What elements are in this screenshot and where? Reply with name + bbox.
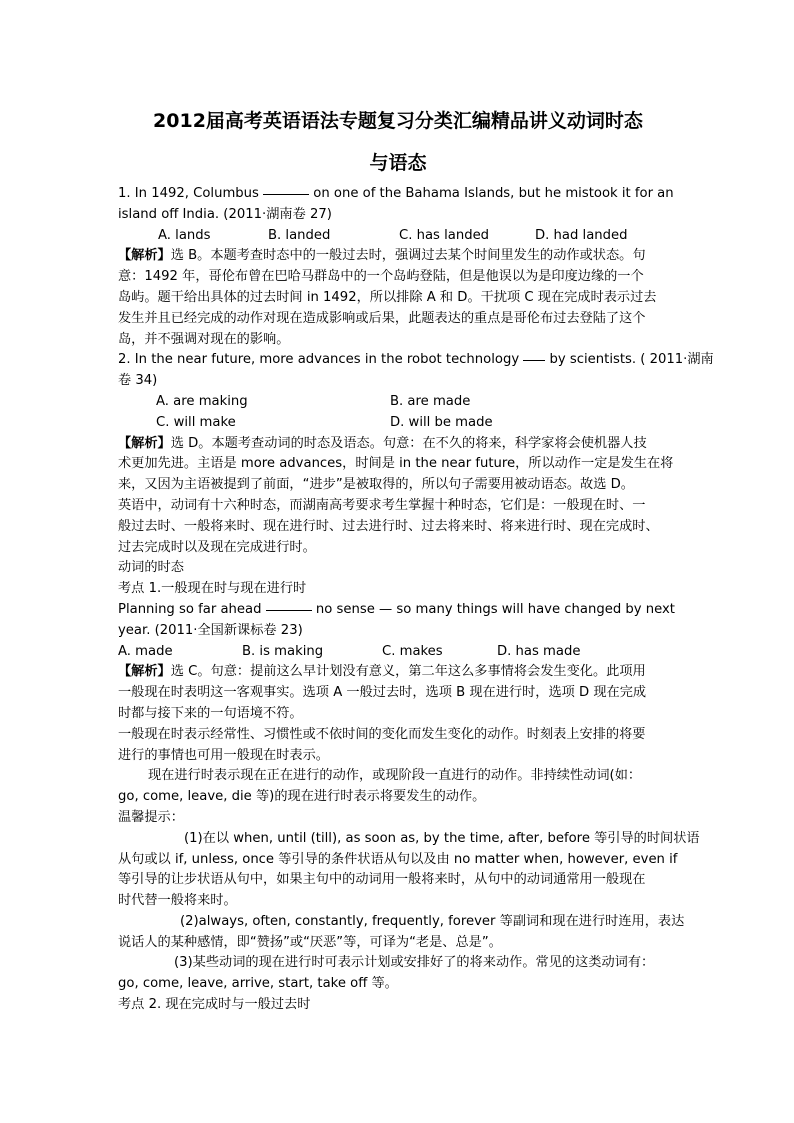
question-3-stem-end: no sense — so many things will have changed by next [311, 601, 675, 617]
analysis-1-line3: 岛屿。题干给出具体的过去时间 in 1492，所以排除 A 和 D。干扰项 C 现在完成时表示过去 [118, 289, 657, 305]
question-2-stem [118, 350, 714, 371]
analysis-3-line3: 时都与接下来的一句语境不符。 [118, 705, 303, 721]
answer-blank [263, 194, 309, 195]
section-heading: 动词的时态 [118, 560, 184, 576]
analysis-2-line1 [118, 434, 678, 455]
option-b: B. is making [242, 643, 324, 659]
analysis-1-line1 [118, 246, 678, 267]
progressive-line1: 现在进行时表示现在正在进行的动作，或现阶段一直进行的动作。非持续性动词(如： [148, 768, 642, 784]
answer-blank [523, 360, 545, 361]
answer-blank [266, 610, 312, 611]
tip-2-line1: (2)always, often, constantly, frequently, forever 等副词和现在进行时连用，表达 [180, 913, 685, 929]
key-point-1: 考点 1.一般现在时与现在进行时 [118, 581, 307, 597]
option-b: B. landed [268, 227, 331, 243]
note-line1: 一般现在时表示经常性、习惯性或不依时间的变化而发生变化的动作。时刻表上安排的将要 [118, 726, 646, 742]
tip-1-line3: 等引导的让步状语从句中，如果主句中的动词用一般将来时，从句中的动词通常用一般现在 [118, 872, 646, 888]
option-c: C. has landed [399, 227, 490, 243]
analysis-3-line1 [118, 662, 678, 683]
tip-2-line2: 说话人的某种感情，即“赞扬”或“厌恶”等，可译为“老是、总是”。 [118, 934, 502, 950]
analysis-label: 【解析】 [118, 248, 171, 264]
question-2-stem-start: 2. In the near future, more advances in the robot technology [118, 352, 524, 368]
document-title-line1: 2012届高考英语语法专题复习分类汇编精品讲义动词时态 [153, 110, 643, 132]
question-3-stem [118, 600, 678, 621]
analysis-2-text: 选 D。本题考查动词的时态及语态。句意：在不久的将来，科学家将会使机器人技 [170, 435, 647, 451]
question-1-options [118, 226, 678, 247]
option-b: B. are made [390, 393, 471, 409]
tip-1-line4: 时代替一般将来时。 [118, 893, 237, 909]
analysis-3-text: 选 C。句意：提前这么早计划没有意义，第二年这么多事情将会发生变化。此项用 [170, 664, 646, 680]
option-a: A. are making [156, 393, 248, 409]
option-d: D. will be made [390, 414, 493, 430]
question-1-stem [118, 184, 678, 205]
question-2-options-row1 [118, 392, 678, 413]
analysis-1-text: 选 B。本题考查时态中的一般过去时，强调过去某个时间里发生的动作或状态。句 [170, 248, 646, 264]
question-1-stem-end: on one of the Bahama Islands, but he mistook it for an [309, 186, 674, 201]
analysis-label: 【解析】 [118, 664, 171, 680]
analysis-1-line4: 发生并且已经完成的动作对现在造成影响或后果，此题表达的重点是哥伦布过去登陆了这个 [118, 310, 646, 326]
analysis-label: 【解析】 [118, 435, 171, 451]
tip-3-line2: go, come, leave, arrive, start, take off 等。 [118, 976, 398, 992]
analysis-2-line4: 英语中，动词有十六种时态，而湖南高考要求考生掌握十种时态，它们是：一般现在时、一 [118, 497, 646, 513]
progressive-line2: go, come, leave, die 等)的现在进行时表示将要发生的动作。 [118, 789, 486, 805]
analysis-2-line3: 来，又因为主语被提到了前面，“进步”是被取得的，所以句子需要用被动语态。故选 D。 [118, 477, 634, 493]
option-c: C. will make [156, 414, 236, 430]
option-d: D. has made [497, 643, 581, 659]
analysis-2-line6: 过去完成时以及现在完成进行时。 [118, 539, 316, 555]
document-title-line2: 与语态 [369, 152, 427, 174]
question-1-source: island off India. (2011·湖南卷 27) [118, 206, 332, 222]
question-2-source: 卷 34) [118, 373, 158, 389]
tip-1-line1: (1)在以 when, until (till), as soon as, by the time, after, before 等引导的时间状语 [184, 830, 700, 846]
key-point-2: 考点 2. 现在完成时与一般过去时 [118, 997, 311, 1013]
question-2-stem-end: by scientists. ( 2011·湖南 [545, 352, 714, 368]
tip-1-line2: 从句或以 if, unless, once 等引导的条件状语从句以及由 no matter when, however, even if [118, 851, 678, 867]
question-1-stem-start: 1. In 1492, Columbus [118, 186, 264, 201]
tips-heading: 温馨提示： [118, 809, 184, 825]
note-line2: 进行的事情也可用一般现在时表示。 [118, 747, 329, 763]
question-2-options-row2 [118, 413, 678, 434]
question-3-source: year. (2011·全国新课标卷 23) [118, 622, 303, 638]
option-c: C. makes [382, 643, 443, 659]
option-a: A. lands [158, 227, 211, 243]
option-d: D. had landed [535, 227, 628, 243]
analysis-2-line5: 般过去时、一般将来时、现在进行时、过去进行时、过去将来时、将来进行时、现在完成时、 [118, 518, 659, 534]
analysis-2-line2: 术更加先进。主语是 more advances，时间是 in the near future，所以动作一定是发生在将 [118, 456, 674, 472]
option-a: A. made [118, 643, 173, 659]
document-page [118, 100, 714, 1016]
tip-3-line1: (3)某些动词的现在进行时可表示计划或安排好了的将来动作。常见的这类动词有： [174, 955, 655, 971]
question-3-stem-start: Planning so far ahead [118, 601, 266, 617]
analysis-1-line5: 岛，并不强调对现在的影响。 [118, 331, 290, 347]
question-3-options [118, 642, 678, 663]
analysis-1-line2: 意：1492 年，哥伦布曾在巴哈马群岛中的一个岛屿登陆，但是他误以为是印度边缘的一个 [118, 269, 644, 285]
analysis-3-line2: 一般现在时表明这一客观事实。选项 A 一般过去时，选项 B 现在进行时，选项 D 现在完成 [118, 685, 647, 701]
